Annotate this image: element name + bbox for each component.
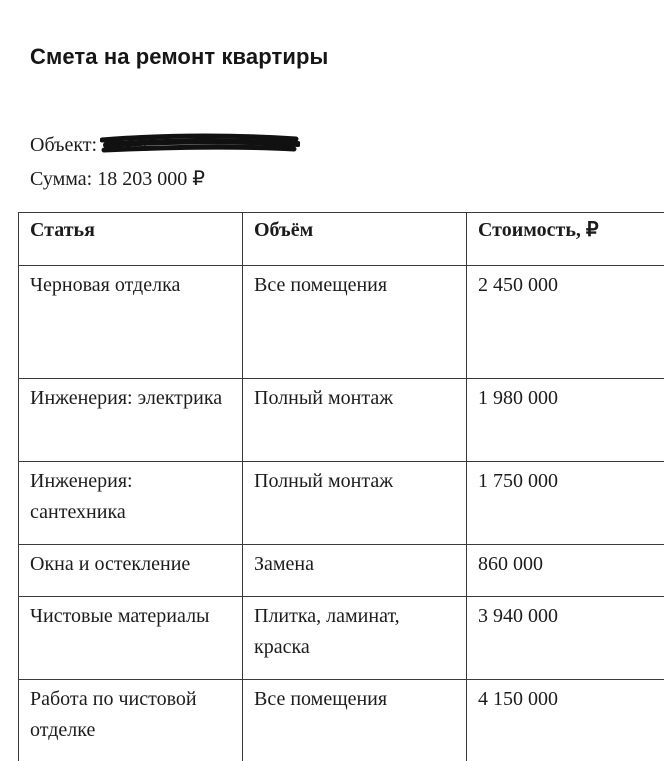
cell-volume: Полный монтаж — [243, 462, 467, 545]
cell-cost: 2 450 000 — [467, 266, 664, 379]
sum-value: 18 203 000 ₽ — [97, 168, 205, 190]
object-value-redacted — [102, 134, 148, 157]
document-title: Смета на ремонт квартиры — [30, 44, 329, 69]
cell-item: Окна и остекление — [19, 545, 243, 597]
table-header-row — [19, 213, 664, 266]
sum-label: Сумма: — [30, 168, 93, 190]
cell-cost: 1 980 000 — [467, 379, 664, 462]
table-row — [19, 597, 664, 680]
header-cost: Стоимость, ₽ — [467, 213, 664, 266]
cell-cost: 4 150 000 — [467, 680, 664, 761]
object-label: Объект: — [30, 134, 98, 156]
table-row — [19, 545, 664, 597]
redaction-scribble — [100, 130, 300, 160]
sum-line — [30, 166, 205, 191]
cell-item: Инженерия: электрика — [19, 379, 243, 462]
cell-volume: Полный монтаж — [243, 379, 467, 462]
cell-volume: Все помещения — [243, 680, 467, 761]
cell-volume: Все помещения — [243, 266, 467, 379]
cell-item: Черновая отделка — [19, 266, 243, 379]
cell-item: Инженерия: сантехника — [19, 462, 243, 545]
cell-cost: 1 750 000 — [467, 462, 664, 545]
header-volume: Объём — [243, 213, 467, 266]
table-row — [19, 462, 664, 545]
cell-cost: 3 940 000 — [467, 597, 664, 680]
table-row — [19, 680, 664, 761]
header-item: Статья — [19, 213, 243, 266]
estimate-table-container — [18, 212, 664, 761]
table-row — [19, 379, 664, 462]
estimate-table — [18, 212, 664, 761]
cell-volume: Плитка, ламинат, краска — [243, 597, 467, 680]
table-row — [19, 266, 664, 379]
cell-item: Работа по чистовой отделке — [19, 680, 243, 761]
cell-cost: 860 000 — [467, 545, 664, 597]
object-line — [30, 134, 148, 157]
cell-item: Чистовые материалы — [19, 597, 243, 680]
object-value: Level — [102, 134, 148, 156]
cell-volume: Замена — [243, 545, 467, 597]
